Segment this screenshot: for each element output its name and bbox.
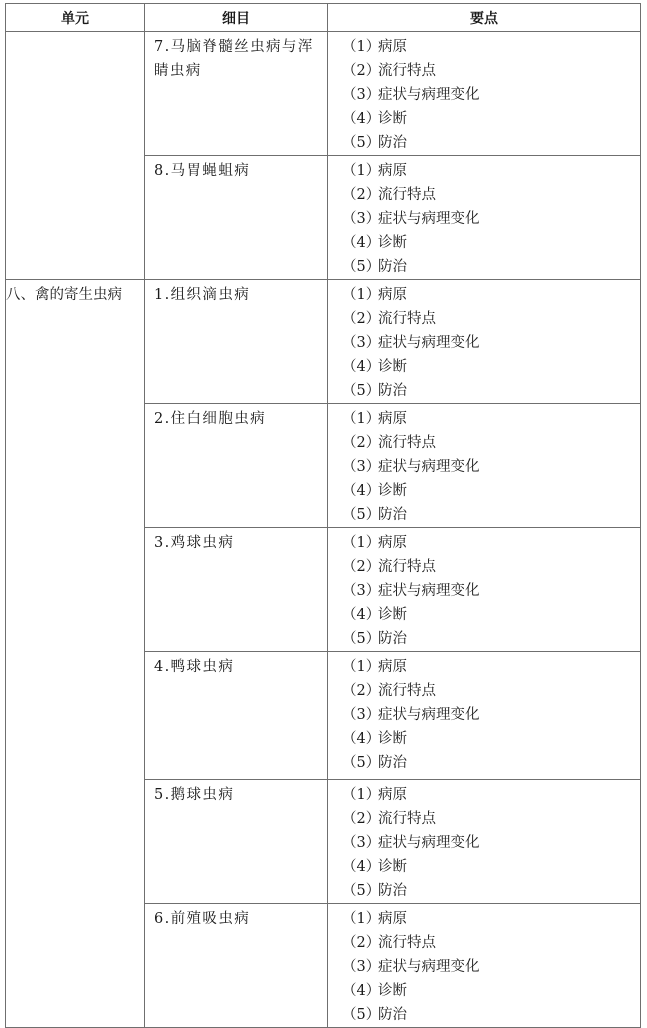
point-text: 症状与病理变化 — [378, 459, 480, 475]
point-number: （3） — [342, 707, 381, 723]
point-item — [342, 283, 640, 307]
unit-label — [6, 32, 144, 35]
point-number: （5） — [342, 507, 381, 523]
item-name: 4.鸭球虫病 — [154, 659, 235, 675]
point-text: 防治 — [378, 1007, 407, 1023]
point-item — [342, 107, 640, 131]
point-item — [342, 255, 640, 279]
points-cell — [328, 528, 641, 652]
point-item — [342, 159, 640, 183]
syllabus-table — [5, 3, 641, 1028]
point-text: 诊断 — [378, 483, 407, 499]
point-text: 诊断 — [378, 235, 407, 251]
point-text: 诊断 — [378, 983, 407, 999]
point-text: 防治 — [378, 883, 407, 899]
point-number: （2） — [342, 311, 381, 327]
point-item — [342, 307, 640, 331]
points-list — [328, 404, 640, 527]
point-item — [342, 727, 640, 751]
point-text: 症状与病理变化 — [378, 87, 480, 103]
item-cell — [145, 652, 328, 780]
point-number: （5） — [342, 755, 381, 771]
point-text: 症状与病理变化 — [378, 959, 480, 975]
point-text: 症状与病理变化 — [378, 211, 480, 227]
point-text: 防治 — [378, 507, 407, 523]
point-text: 病原 — [378, 287, 407, 303]
point-text: 防治 — [378, 631, 407, 647]
point-item — [342, 555, 640, 579]
item-name: 2.住白细胞虫病 — [154, 411, 267, 427]
point-text: 流行特点 — [378, 187, 436, 203]
point-number: （4） — [342, 235, 381, 251]
point-number: （4） — [342, 607, 381, 623]
point-item — [342, 231, 640, 255]
point-item — [342, 751, 640, 775]
points-cell — [328, 156, 641, 280]
point-item — [342, 207, 640, 231]
point-text: 诊断 — [378, 111, 407, 127]
point-item — [342, 855, 640, 879]
point-item — [342, 579, 640, 603]
point-number: （4） — [342, 111, 381, 127]
point-text: 流行特点 — [378, 935, 436, 951]
point-text: 诊断 — [378, 731, 407, 747]
point-item — [342, 35, 640, 59]
point-item — [342, 807, 640, 831]
point-number: （5） — [342, 631, 381, 647]
point-item — [342, 655, 640, 679]
point-number: （3） — [342, 835, 381, 851]
points-list — [328, 904, 640, 1027]
point-item — [342, 83, 640, 107]
point-item — [342, 479, 640, 503]
table-body — [6, 32, 641, 1028]
points-cell — [328, 404, 641, 528]
point-item — [342, 59, 640, 83]
point-number: （5） — [342, 135, 381, 151]
points-list — [328, 652, 640, 775]
point-item — [342, 627, 640, 651]
point-item — [342, 907, 640, 931]
point-number: （1） — [342, 411, 381, 427]
table-row — [6, 280, 641, 404]
point-number: （1） — [342, 287, 381, 303]
item-name: 5.鹅球虫病 — [154, 787, 235, 803]
point-item — [342, 603, 640, 627]
point-number: （3） — [342, 583, 381, 599]
point-number: （1） — [342, 659, 381, 675]
point-text: 病原 — [378, 659, 407, 675]
point-item — [342, 931, 640, 955]
points-list — [328, 528, 640, 651]
point-text: 病原 — [378, 787, 407, 803]
unit-cell — [6, 32, 145, 280]
point-item — [342, 955, 640, 979]
point-item — [342, 1003, 640, 1027]
point-text: 病原 — [378, 911, 407, 927]
point-item — [342, 831, 640, 855]
item-name: 7.马脑脊髓丝虫病与浑睛虫病 — [154, 39, 314, 79]
item-cell — [145, 280, 328, 404]
header-item: 细目 — [145, 4, 328, 32]
points-cell — [328, 904, 641, 1028]
point-number: （4） — [342, 483, 381, 499]
point-number: （5） — [342, 1007, 381, 1023]
point-item — [342, 679, 640, 703]
point-number: （4） — [342, 859, 381, 875]
header-unit: 单元 — [6, 4, 145, 32]
point-item — [342, 131, 640, 155]
point-number: （1） — [342, 535, 381, 551]
point-number: （1） — [342, 39, 381, 55]
point-text: 流行特点 — [378, 311, 436, 327]
item-name: 8.马胃蝇蛆病 — [154, 163, 251, 179]
point-text: 病原 — [378, 535, 407, 551]
point-item — [342, 703, 640, 727]
unit-label: 八、禽的寄生虫病 — [6, 287, 122, 303]
point-number: （1） — [342, 911, 381, 927]
point-item — [342, 455, 640, 479]
point-text: 流行特点 — [378, 435, 436, 451]
point-text: 流行特点 — [378, 811, 436, 827]
point-item — [342, 503, 640, 527]
point-text: 防治 — [378, 259, 407, 275]
table-header-row — [6, 4, 641, 32]
item-cell — [145, 156, 328, 280]
point-text: 病原 — [378, 163, 407, 179]
point-number: （4） — [342, 731, 381, 747]
point-number: （2） — [342, 63, 381, 79]
points-list — [328, 32, 640, 155]
point-text: 防治 — [378, 383, 407, 399]
point-text: 流行特点 — [378, 683, 436, 699]
point-text: 诊断 — [378, 359, 407, 375]
point-number: （3） — [342, 87, 381, 103]
point-item — [342, 183, 640, 207]
item-cell — [145, 904, 328, 1028]
point-number: （3） — [342, 211, 381, 227]
point-number: （1） — [342, 787, 381, 803]
point-text: 病原 — [378, 39, 407, 55]
point-number: （4） — [342, 983, 381, 999]
point-number: （3） — [342, 459, 381, 475]
points-cell — [328, 780, 641, 904]
point-number: （2） — [342, 683, 381, 699]
point-text: 症状与病理变化 — [378, 583, 480, 599]
points-cell — [328, 652, 641, 780]
points-list — [328, 780, 640, 903]
point-item — [342, 355, 640, 379]
point-item — [342, 879, 640, 903]
point-text: 症状与病理变化 — [378, 707, 480, 723]
item-name: 3.鸡球虫病 — [154, 535, 235, 551]
points-cell — [328, 280, 641, 404]
item-cell — [145, 528, 328, 652]
point-item — [342, 407, 640, 431]
point-item — [342, 379, 640, 403]
point-text: 流行特点 — [378, 63, 436, 79]
point-number: （3） — [342, 335, 381, 351]
point-item — [342, 531, 640, 555]
point-text: 病原 — [378, 411, 407, 427]
point-number: （2） — [342, 435, 381, 451]
item-name: 1.组织滴虫病 — [154, 287, 251, 303]
point-text: 防治 — [378, 135, 407, 151]
point-text: 流行特点 — [378, 559, 436, 575]
point-number: （5） — [342, 883, 381, 899]
item-cell — [145, 32, 328, 156]
item-cell — [145, 780, 328, 904]
item-name: 6.前殖吸虫病 — [154, 911, 251, 927]
point-text: 症状与病理变化 — [378, 835, 480, 851]
point-text: 症状与病理变化 — [378, 335, 480, 351]
item-cell — [145, 404, 328, 528]
point-text: 防治 — [378, 755, 407, 771]
point-item — [342, 783, 640, 807]
table-row — [6, 32, 641, 156]
point-number: （2） — [342, 935, 381, 951]
points-cell — [328, 32, 641, 156]
header-points: 要点 — [328, 4, 641, 32]
point-number: （4） — [342, 359, 381, 375]
point-number: （2） — [342, 811, 381, 827]
point-item — [342, 331, 640, 355]
points-list — [328, 156, 640, 279]
point-number: （2） — [342, 559, 381, 575]
point-number: （2） — [342, 187, 381, 203]
point-number: （1） — [342, 163, 381, 179]
points-list — [328, 280, 640, 403]
point-number: （3） — [342, 959, 381, 975]
point-text: 诊断 — [378, 859, 407, 875]
point-number: （5） — [342, 383, 381, 399]
unit-cell — [6, 280, 145, 1028]
point-number: （5） — [342, 259, 381, 275]
point-text: 诊断 — [378, 607, 407, 623]
point-item — [342, 431, 640, 455]
point-item — [342, 979, 640, 1003]
